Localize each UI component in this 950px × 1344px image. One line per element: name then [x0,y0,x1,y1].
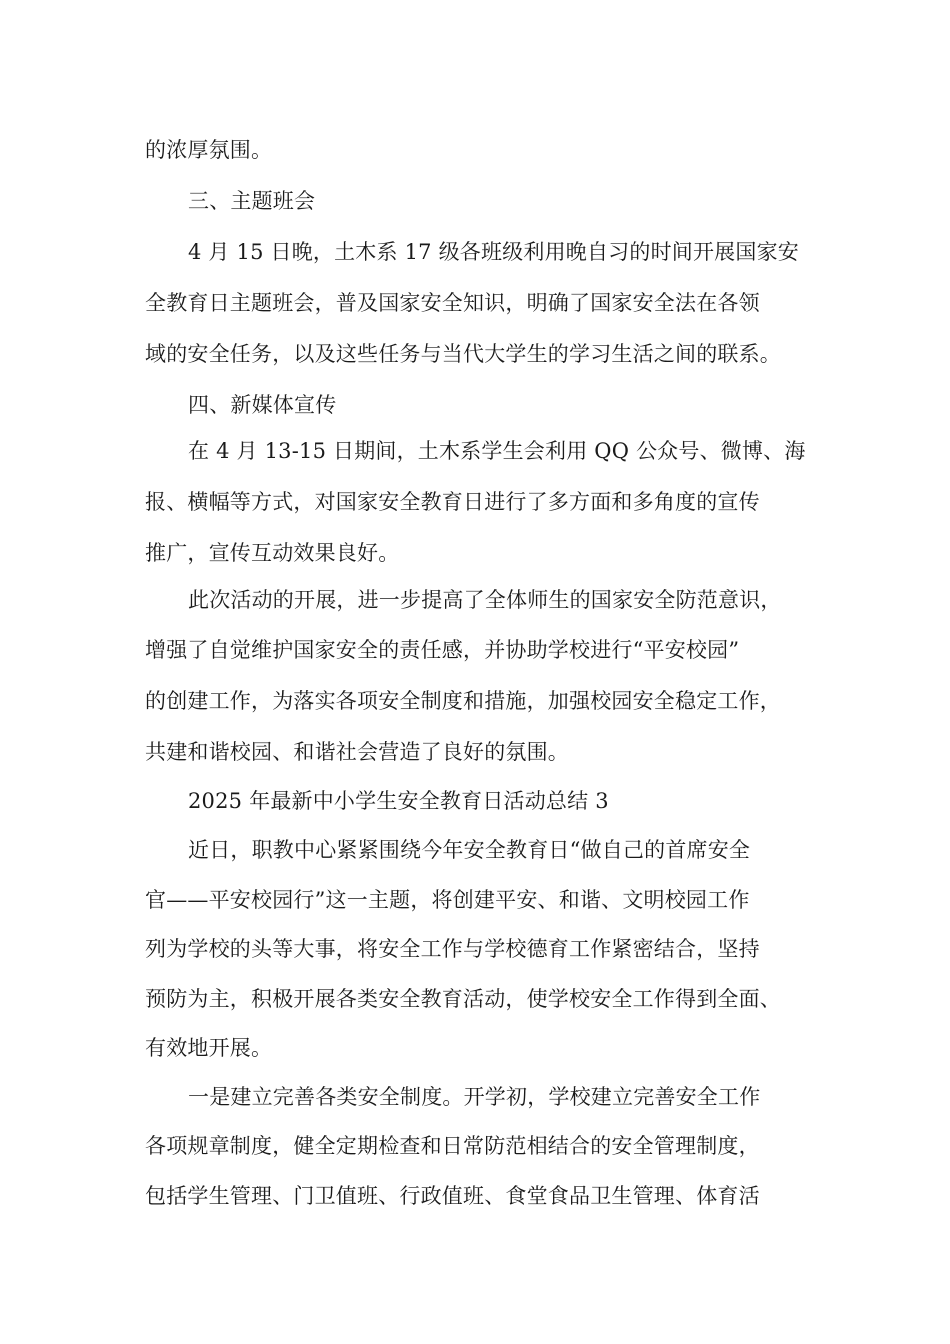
text-line: 的创建工作，为落实各项安全制度和措施，加强校园安全稳定工作， [145,689,781,713]
text-line: 此次活动的开展，进一步提高了全体师生的国家安全防范意识， [188,588,782,612]
section-heading: 三、主题班会 [188,189,316,213]
text-line: 一是建立完善各类安全制度。开学初，学校建立完善安全工作 [188,1085,761,1109]
text-line: 域的安全任务，以及这些任务与当代大学生的学习生活之间的联系。 [145,342,781,366]
text-line: 在 4 月 13-15 日期间，土木系学生会利用 QQ 公众号、微博、海 [188,439,806,463]
text-line: 预防为主，积极开展各类安全教育活动，使学校安全工作得到全面、 [145,987,781,1011]
text-line: 官——平安校园行”这一主题，将创建平安、和谐、文明校园工作 [145,888,750,912]
text-line: 共建和谐校园、和谐社会营造了良好的氛围。 [145,740,569,764]
text-line: 全教育日主题班会，普及国家安全知识，明确了国家安全法在各领 [145,291,760,315]
text-line: 的浓厚氛围。 [145,138,273,162]
text-line: 增强了自觉维护国家安全的责任感，并协助学校进行“平安校园” [145,638,740,662]
text-line: 列为学校的头等大事，将安全工作与学校德育工作紧密结合，坚持 [145,937,760,961]
text-line: 4 月 15 日晚，土木系 17 级各班级利用晚自习的时间开展国家安 [188,240,799,264]
text-line: 有效地开展。 [145,1036,273,1060]
article-title: 2025 年最新中小学生安全教育日活动总结 3 [188,789,609,813]
text-line: 各项规章制度，健全定期检查和日常防范相结合的安全管理制度， [145,1134,760,1158]
section-heading: 四、新媒体宣传 [188,393,337,417]
text-line: 报、横幅等方式，对国家安全教育日进行了多方面和多角度的宣传 [145,490,760,514]
text-line: 推广，宣传互动效果良好。 [145,541,400,565]
text-line: 包括学生管理、门卫值班、行政值班、食堂食品卫生管理、体育活 [145,1184,760,1208]
text-line: 近日，职教中心紧紧围绕今年安全教育日“做自己的首席安全 [188,838,751,862]
